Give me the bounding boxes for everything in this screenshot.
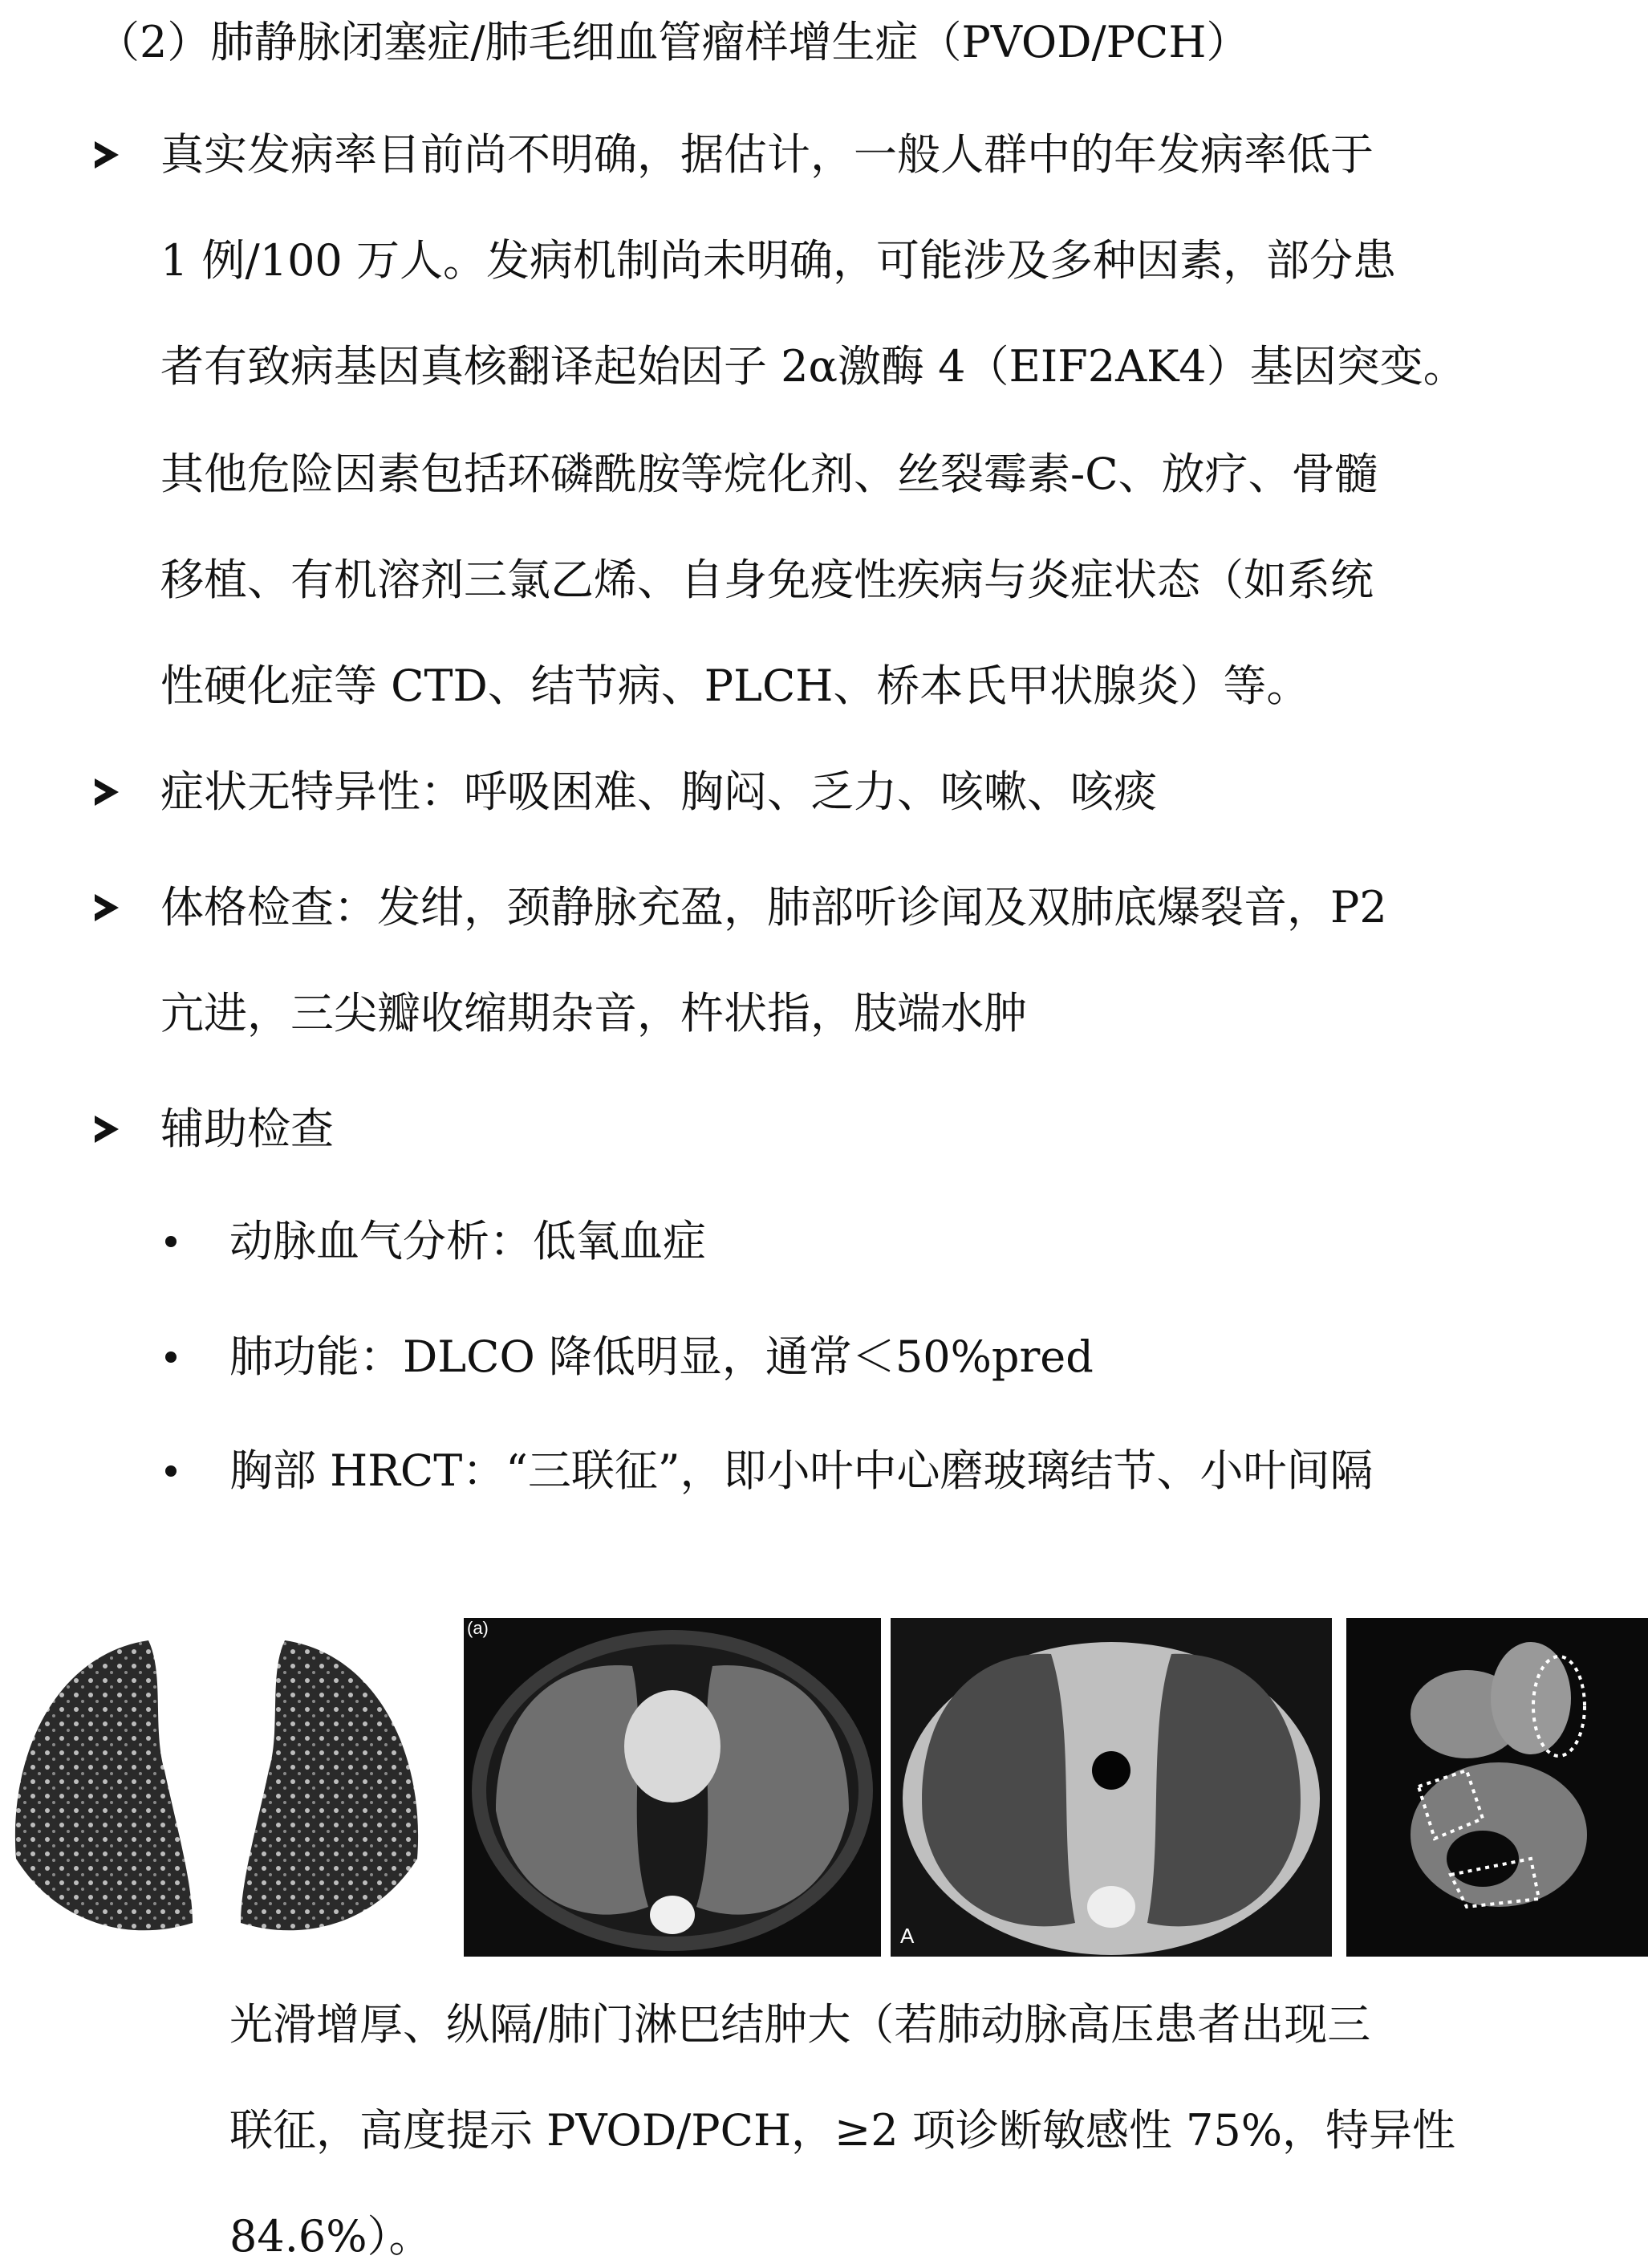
bullet-line: 移植、有机溶剂三氯乙烯、自身免疫性疾病与炎症状态（如系统: [160, 555, 1374, 605]
sub-bullet-line: 肺功能：DLCO 降低明显，通常＜50%pred: [229, 1331, 1094, 1382]
panel-label: A: [900, 1924, 915, 1948]
bullet-line: 性硬化症等 CTD、结节病、PLCH、桥本氏甲状腺炎）等。: [160, 660, 1310, 711]
panel-label: (a): [467, 1618, 489, 1638]
bullet-line: 其他危险因素包括环磷酰胺等烷化剂、丝裂霉素-C、放疗、骨髓: [160, 449, 1378, 499]
continuation-line: 84.6%）。: [229, 2211, 432, 2262]
ct-mediastinum-image: [1346, 1618, 1648, 1957]
bullet-line: 亢进，三尖瓣收缩期杂音，杵状指，肢端水肿: [160, 988, 1027, 1038]
bullet-arrow-icon: [95, 1116, 119, 1143]
sub-bullet-line: 胸部 HRCT：“三联征”，即小叶中心磨玻璃结节、小叶间隔: [229, 1445, 1374, 1496]
ct-lung-image: [464, 1618, 881, 1957]
bullet-line: 者有致病基因真核翻译起始因子 2α激酶 4（EIF2AK4）基因突变。: [160, 341, 1467, 392]
ct-lung-image: [0, 1618, 433, 1957]
continuation-line: 联征，高度提示 PVOD/PCH，≥2 项诊断敏感性 75%，特异性: [229, 2105, 1456, 2156]
bullet-line: 体格检查：发绀，颈静脉充盈，肺部听诊闻及双肺底爆裂音，P2: [160, 882, 1387, 933]
continuation-line: 光滑增厚、纵隔/肺门淋巴结肿大（若肺动脉高压患者出现三: [229, 1999, 1371, 2050]
bullet-dot-icon: [165, 1351, 177, 1363]
bullet-arrow-icon: [95, 141, 119, 169]
bullet-line: 辅助检查: [160, 1104, 334, 1154]
bullet-dot-icon: [165, 1465, 177, 1477]
bullet-line: 真实发病率目前尚不明确，据估计，一般人群中的年发病率低于: [160, 129, 1374, 180]
ct-lung-image: [891, 1618, 1332, 1957]
bullet-line: 1 例/100 万人。发病机制尚未明确，可能涉及多种因素，部分患: [160, 235, 1396, 286]
bullet-arrow-icon: [95, 778, 119, 806]
bullet-dot-icon: [165, 1236, 177, 1247]
bullet-arrow-icon: [95, 894, 119, 921]
sub-bullet-line: 动脉血气分析：低氧血症: [229, 1216, 706, 1266]
section-title: （2）肺静脉闭塞症/肺毛细血管瘤样增生症（PVOD/PCH）: [96, 17, 1250, 67]
bullet-line: 症状无特异性：呼吸困难、胸闷、乏力、咳嗽、咳痰: [160, 766, 1157, 817]
